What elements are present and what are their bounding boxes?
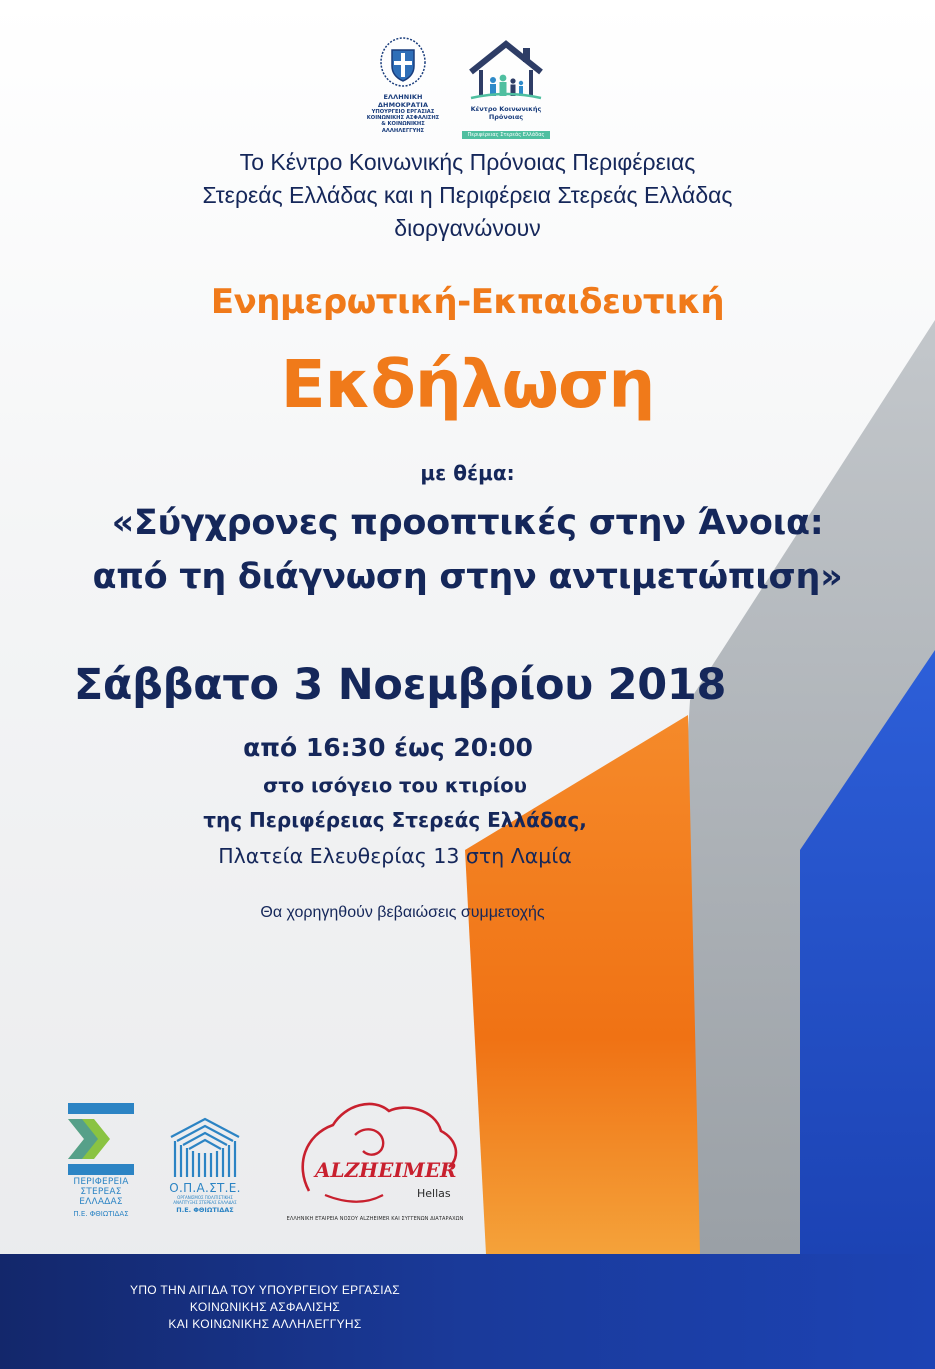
- greek-republic-ministry-3: & ΚΟΙΝΩΝΙΚΗΣ ΑΛΛΗΛΕΓΓΥΗΣ: [381, 121, 425, 134]
- region-line-2: ΣΤΕΡΕΑΣ: [80, 1187, 122, 1197]
- kkp-logo: [456, 40, 556, 138]
- footer-text: [110, 1282, 420, 1333]
- greek-republic-ministry-2: ΚΟΙΝΩΝΙΚΗΣ ΑΣΦΑΛΙΣΗΣ: [366, 115, 440, 122]
- bottom-logos: [0, 1095, 935, 1235]
- organizers-line-1: Το Κέντρο Κοινωνικής Πρόνοιας Περιφέρειας: [239, 149, 696, 175]
- footer-line-1: ΥΠΟ ΤΗΝ ΑΙΓΙΔΑ ΤΟΥ ΥΠΟΥΡΓΕΙΟΥ ΕΡΓΑΣΙΑΣ: [130, 1283, 400, 1297]
- footer-line-3: ΚΑΙ ΚΟΙΝΩΝΙΚΗΣ ΑΛΛΗΛΕΓΓΥΗΣ: [168, 1317, 362, 1331]
- greek-republic-crest-icon: [379, 36, 427, 88]
- opaste-logo-icon: [167, 1115, 243, 1179]
- organizers-text: [0, 146, 935, 245]
- kkp-subtitle: Περιφέρειας Στερεάς Ελλάδας: [462, 131, 551, 139]
- opaste-line-3: ΑΝΑΠΤΥΞΗΣ ΣΤΕΡΕΑΣ ΕΛΛΑΔΑΣ: [173, 1200, 237, 1205]
- opaste-line-4: Π.Ε. ΦΘΙΩΤΙΔΑΣ: [176, 1206, 234, 1214]
- region-line-4: Π.Ε. ΦΘΙΩΤΙΔΑΣ: [73, 1210, 129, 1218]
- opaste-logo: [164, 1115, 246, 1227]
- organizers-line-2: Στερεάς Ελλάδας και η Περιφέρεια Στερεάς Ελλάδας: [202, 182, 733, 208]
- event-type-heading: Ενημερωτική-Εκπαιδευτική: [210, 282, 725, 322]
- footer-band: [0, 1254, 935, 1369]
- opaste-name: Ο.Π.Α.ΣΤ.Ε.: [169, 1181, 241, 1195]
- theme-title-line-2: από τη διάγνωση στην αντιμετώπιση»: [92, 557, 843, 597]
- certificates-note: Θα χορηγηθούν βεβαιώσεις συμμετοχής: [260, 904, 545, 921]
- greek-republic-logo: [360, 36, 446, 134]
- venue-line-3: Πλατεία Ελευθερίας 13 στη Λαμία: [218, 844, 572, 868]
- region-line-1: ΠΕΡΙΦΕΡΕΙΑ: [73, 1177, 129, 1187]
- kkp-name: Κέντρο Κοινωνικής Πρόνοιας: [470, 105, 542, 121]
- alzheimer-brand-text: ALZHEIMER: [315, 1158, 457, 1182]
- alzheimer-caption: ΕΛΛΗΝΙΚΗ ΕΤΑΙΡΕΙΑ ΝΟΣΟΥ ALZHEIMER ΚΑΙ ΣΥΓΓΕΝΩΝ ΔΙΑΤΑΡΑΧΩΝ: [286, 1216, 464, 1222]
- theme-label: με θέμα:: [420, 461, 515, 485]
- footer-line-2: ΚΟΙΝΩΝΙΚΗΣ ΑΣΦΑΛΙΣΗΣ: [189, 1300, 341, 1314]
- region-line-3: ΕΛΛΑΔΑΣ: [79, 1197, 123, 1207]
- greek-republic-ministry-1: ΥΠΟΥΡΓΕΙΟ ΕΡΓΑΣΙΑΣ: [371, 109, 435, 115]
- greek-republic-title: ΕΛΛΗΝΙΚΗ ΔΗΜΟΚΡΑΤΙΑ: [377, 93, 429, 109]
- sigma-logo-icon: [64, 1101, 138, 1177]
- theme-title-line-1: «Σύγχρονες προοπτικές στην Άνοια:: [111, 503, 824, 543]
- house-family-icon: [465, 40, 547, 104]
- alzheimer-logo: [280, 1095, 470, 1235]
- alzheimer-sub-text: Hellas: [417, 1187, 451, 1200]
- event-time: από 16:30 έως 20:00: [243, 733, 533, 762]
- event-date: Σάββατο 3 Νοεμβρίου 2018: [73, 660, 727, 710]
- opaste-line-2: ΟΡΓΑΝΙΣΜΟΣ ΠΟΛΙΤΙΣΤΙΚΗΣ: [177, 1195, 233, 1200]
- region-logo: [60, 1101, 142, 1226]
- theme-title: [0, 496, 935, 604]
- organizers-line-3: διοργανώνουν: [394, 215, 541, 241]
- top-logos: [0, 36, 935, 136]
- venue-line-2: της Περιφέρειας Στερεάς Ελλάδας,: [203, 808, 587, 832]
- alzheimer-hellas-logo-icon: [285, 1095, 465, 1213]
- venue-line-1: στο ισόγειο του κτιρίου: [263, 774, 527, 797]
- event-main-heading: Εκδήλωση: [280, 346, 655, 423]
